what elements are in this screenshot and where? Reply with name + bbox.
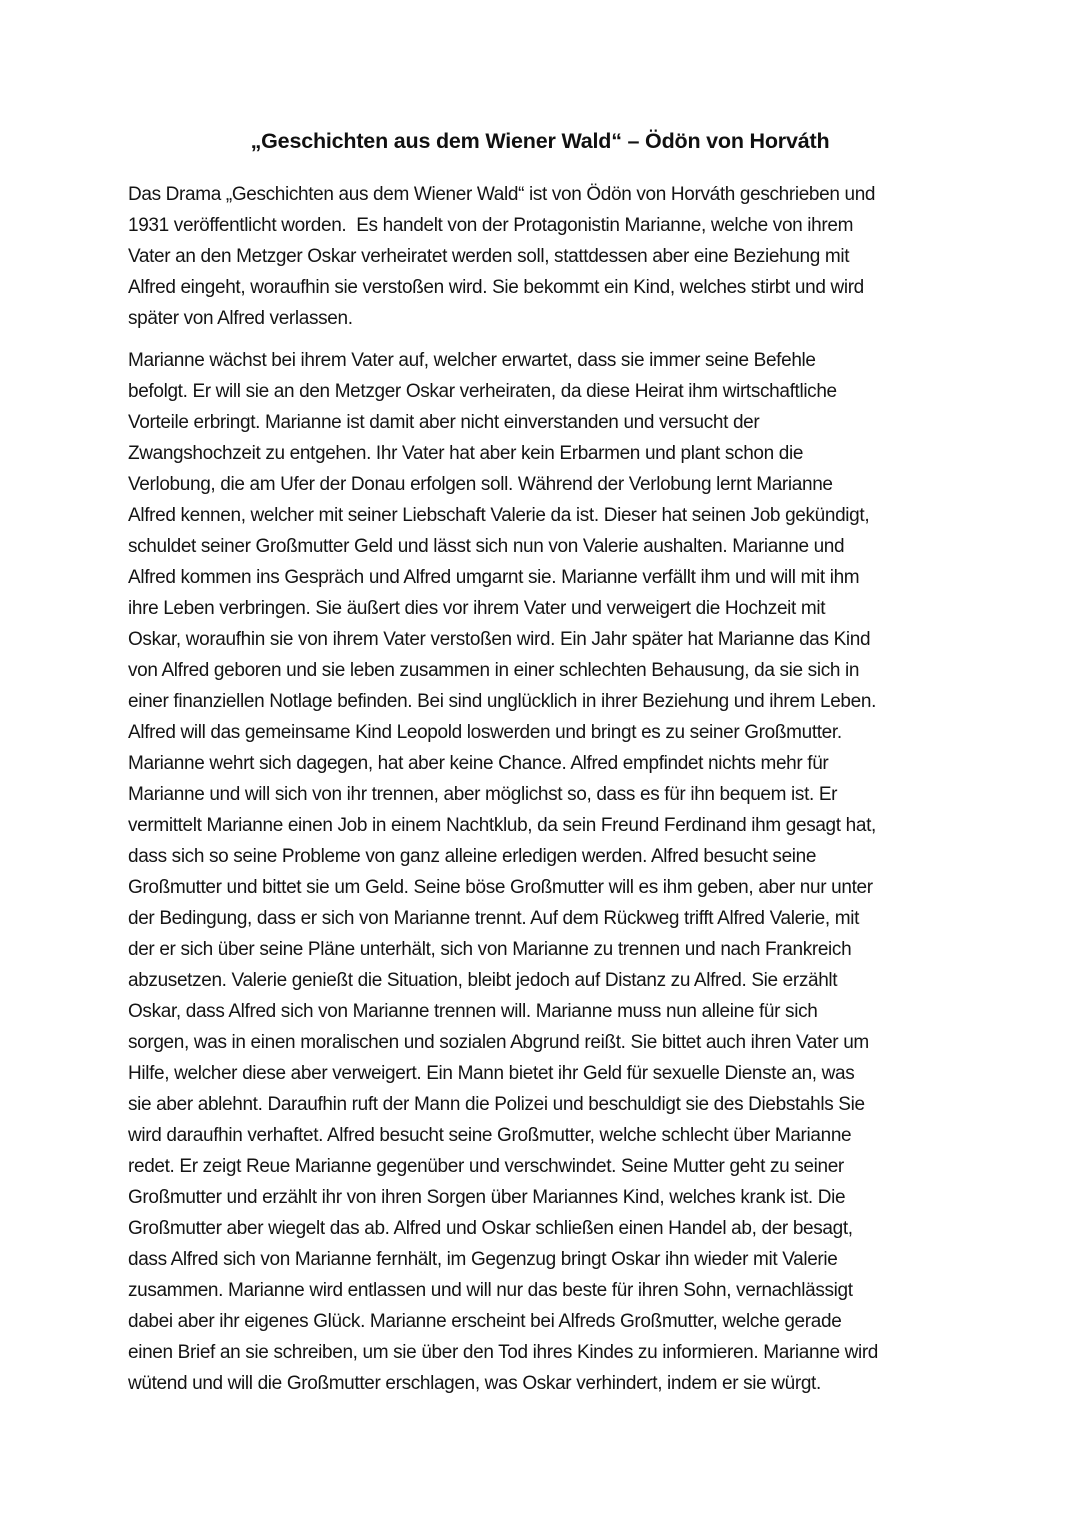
text-line: Großmutter aber wiegelt das ab. Alfred und Oskar schließen einen Handel ab, der besagt, — [128, 1218, 853, 1239]
document-title: „Geschichten aus dem Wiener Wald“ – Ödön von Horváth — [250, 129, 830, 153]
text-line: Alfred kennen, welcher mit seiner Liebschaft Valerie da ist. Dieser hat seinen Job gekündigt, — [128, 505, 870, 526]
text-line: Oskar, woraufhin sie von ihrem Vater verstoßen wird. Ein Jahr später hat Marianne das Kind — [128, 629, 871, 650]
text-line: der er sich über seine Pläne unterhält, sich von Marianne zu trennen und nach Frankreich — [128, 939, 852, 960]
text-line: Oskar, dass Alfred sich von Marianne trennen will. Marianne muss nun alleine für sich — [128, 1001, 818, 1022]
text-line: Verlobung, die am Ufer der Donau erfolgen soll. Während der Verlobung lernt Marianne — [128, 474, 833, 495]
text-line: später von Alfred verlassen. — [128, 308, 353, 329]
text-line: einen Brief an sie schreiben, um sie über den Tod ihres Kindes zu informieren. Marianne wird — [128, 1342, 879, 1363]
text-line: Das Drama „Geschichten aus dem Wiener Wald“ ist von Ödön von Horváth geschrieben und — [128, 184, 876, 205]
text-line: Marianne und will sich von ihr trennen, aber möglichst so, dass es für ihn bequem ist. Er — [128, 784, 838, 805]
text-line: zusammen. Marianne wird entlassen und will nur das beste für ihren Sohn, vernachlässigt — [128, 1280, 853, 1301]
text-line: Vater an den Metzger Oskar verheiratet werden soll, stattdessen aber eine Beziehung mit — [128, 246, 850, 267]
text-line: von Alfred geboren und sie leben zusammen in einer schlechten Behausung, da sie sich in — [128, 660, 860, 681]
text-line: dabei aber ihr eigenes Glück. Marianne erscheint bei Alfreds Großmutter, welche gerade — [128, 1311, 842, 1332]
text-line: dass Alfred sich von Marianne fernhält, im Gegenzug bringt Oskar ihn wieder mit Valerie — [128, 1249, 838, 1270]
text-line: Vorteile erbringt. Marianne ist damit aber nicht einverstanden und versucht der — [128, 412, 760, 433]
text-line: vermittelt Marianne einen Job in einem Nachtklub, da sein Freund Ferdinand ihm gesagt hat, — [128, 815, 876, 836]
paragraph — [128, 345, 952, 1399]
text-line: Zwangshochzeit zu entgehen. Ihr Vater hat aber kein Erbarmen und plant schon die — [128, 443, 804, 464]
text-line: ihre Leben verbringen. Sie äußert dies vor ihrem Vater und verweigert die Hochzeit mit — [128, 598, 826, 619]
document-body — [128, 179, 952, 1410]
text-line: Großmutter und erzählt ihr von ihren Sorgen über Mariannes Kind, welches krank ist. Die — [128, 1187, 846, 1208]
text-line: der Bedingung, dass er sich von Marianne trennt. Auf dem Rückweg trifft Alfred Valerie, mit — [128, 908, 859, 929]
text-line: Marianne wehrt sich dagegen, hat aber keine Chance. Alfred empfindet nichts mehr für — [128, 753, 829, 774]
text-line: wütend und will die Großmutter erschlagen, was Oskar verhindert, indem er sie würgt. — [128, 1373, 821, 1394]
text-line: Alfred will das gemeinsame Kind Leopold loswerden und bringt es zu seiner Großmutter. — [128, 722, 842, 743]
text-line: dass sich so seine Probleme von ganz alleine erledigen werden. Alfred besucht seine — [128, 846, 817, 867]
text-line: redet. Er zeigt Reue Marianne gegenüber und verschwindet. Seine Mutter geht zu seiner — [128, 1156, 844, 1177]
text-line: Großmutter und bittet sie um Geld. Seine böse Großmutter will es ihm geben, aber nur unter — [128, 877, 873, 898]
text-line: schuldet seiner Großmutter Geld und lässt sich nun von Valerie aushalten. Marianne und — [128, 536, 845, 557]
text-line: sorgen, was in einen moralischen und sozialen Abgrund reißt. Sie bittet auch ihren Vater um — [128, 1032, 869, 1053]
text-line: sie aber ablehnt. Daraufhin ruft der Mann die Polizei und beschuldigt sie des Diebstahls Sie — [128, 1094, 865, 1115]
text-line: Hilfe, welcher diese aber verweigert. Ein Mann bietet ihr Geld für sexuelle Dienste an, was — [128, 1063, 855, 1084]
text-line: Marianne wächst bei ihrem Vater auf, welcher erwartet, dass sie immer seine Befehle — [128, 350, 816, 371]
text-line: Alfred eingeht, woraufhin sie verstoßen wird. Sie bekommt ein Kind, welches stirbt und wird — [128, 277, 864, 298]
paragraph — [128, 179, 952, 334]
text-line: Alfred kommen ins Gespräch und Alfred umgarnt sie. Marianne verfällt ihm und will mit ihm — [128, 567, 860, 588]
text-line: befolgt. Er will sie an den Metzger Oskar verheiraten, da diese Heirat ihm wirtschaftliche — [128, 381, 837, 402]
text-line: 1931 veröffentlicht worden. Es handelt von der Protagonistin Marianne, welche von ihrem — [128, 215, 854, 236]
text-line: abzusetzen. Valerie genießt die Situation, bleibt jedoch auf Distanz zu Alfred. Sie erzählt — [128, 970, 838, 991]
text-line: wird daraufhin verhaftet. Alfred besucht seine Großmutter, welche schlecht über Marianne — [128, 1125, 852, 1146]
text-line: einer finanziellen Notlage befinden. Bei sind unglücklich in ihrer Beziehung und ihrem Leben. — [128, 691, 877, 712]
